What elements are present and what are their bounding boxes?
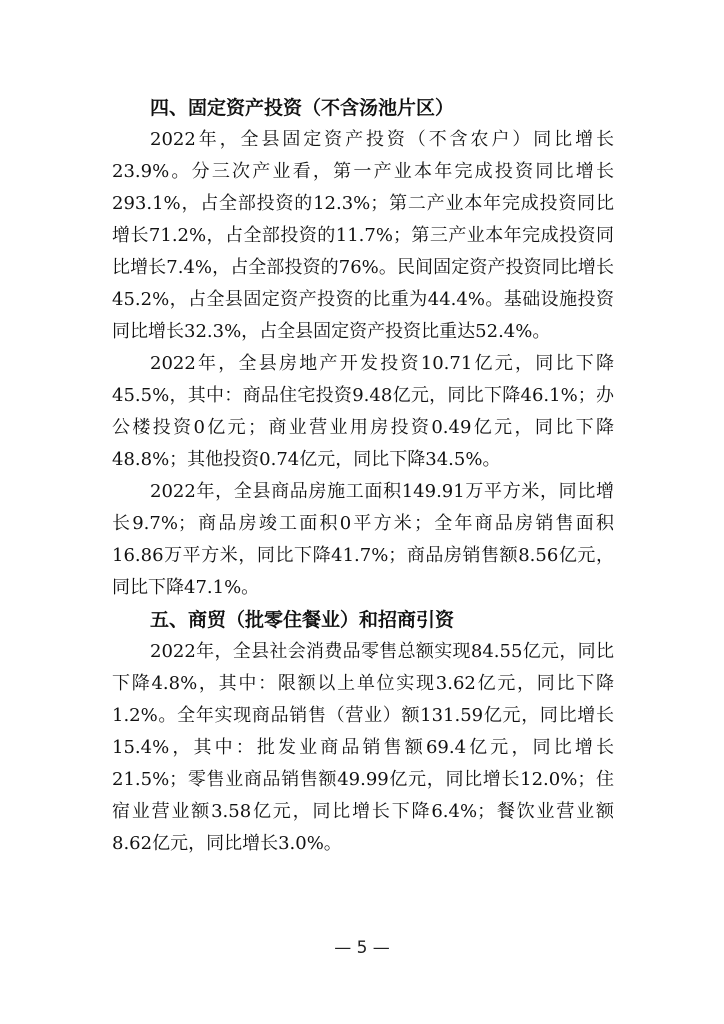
paragraph-fixed-asset-overview: 2022年，全县固定资产投资（不含农户）同比增长23.9%。分三次产业看，第一产业本年完成投资同比增长293.1%，占全部投资的12.3%；第二产业本年完成投资同比增长71.2%，占全部投资的11.7%；第三产业本年完成投资同比增长7.4%，占全部投资的76%。民间固定资产投资同比增长45.2%，占全县固定资产投资的比重为44.4%。基础设施投资同比增长32.3%，占全县固定资产投资比重达52.4%。 xyxy=(112,129,614,342)
paragraph-housing-area-sales: 2022年，全县商品房施工面积149.91万平方米，同比增长9.7%；商品房竣工面积0平方米；全年商品房销售面积16.86万平方米，同比下降41.7%；商品房销售额8.56亿元，同比下降47.1%。 xyxy=(112,481,614,598)
document-body xyxy=(112,92,614,860)
section-heading: 四、固定资产投资（不含汤池片区） xyxy=(150,97,455,119)
section-fixed-asset-investment xyxy=(112,92,614,604)
section-commerce-and-investment xyxy=(112,604,614,860)
section-heading: 五、商贸（批零住餐业）和招商引资 xyxy=(150,609,455,631)
page-number: — 5 — xyxy=(334,938,390,958)
paragraph-retail-sales: 2022年，全县社会消费品零售总额实现84.55亿元，同比下降4.8%，其中：限额以上单位实现3.62亿元，同比下降1.2%。全年实现商品销售（营业）额131.59亿元，同比增长15.4%，其中：批发业商品销售额69.4亿元，同比增长21.5%；零售业商品销售额49.99亿元，同比增长12.0%；住宿业营业额3.58亿元，同比增长下降6.4%；餐饮业营业额8.62亿元，同比增长3.0%。 xyxy=(112,641,614,854)
paragraph-real-estate-investment: 2022年，全县房地产开发投资10.71亿元，同比下降45.5%，其中：商品住宅投资9.48亿元，同比下降46.1%；办公楼投资0亿元；商业营业用房投资0.49亿元，同比下降48.8%；其他投资0.74亿元，同比下降34.5%。 xyxy=(112,353,614,470)
